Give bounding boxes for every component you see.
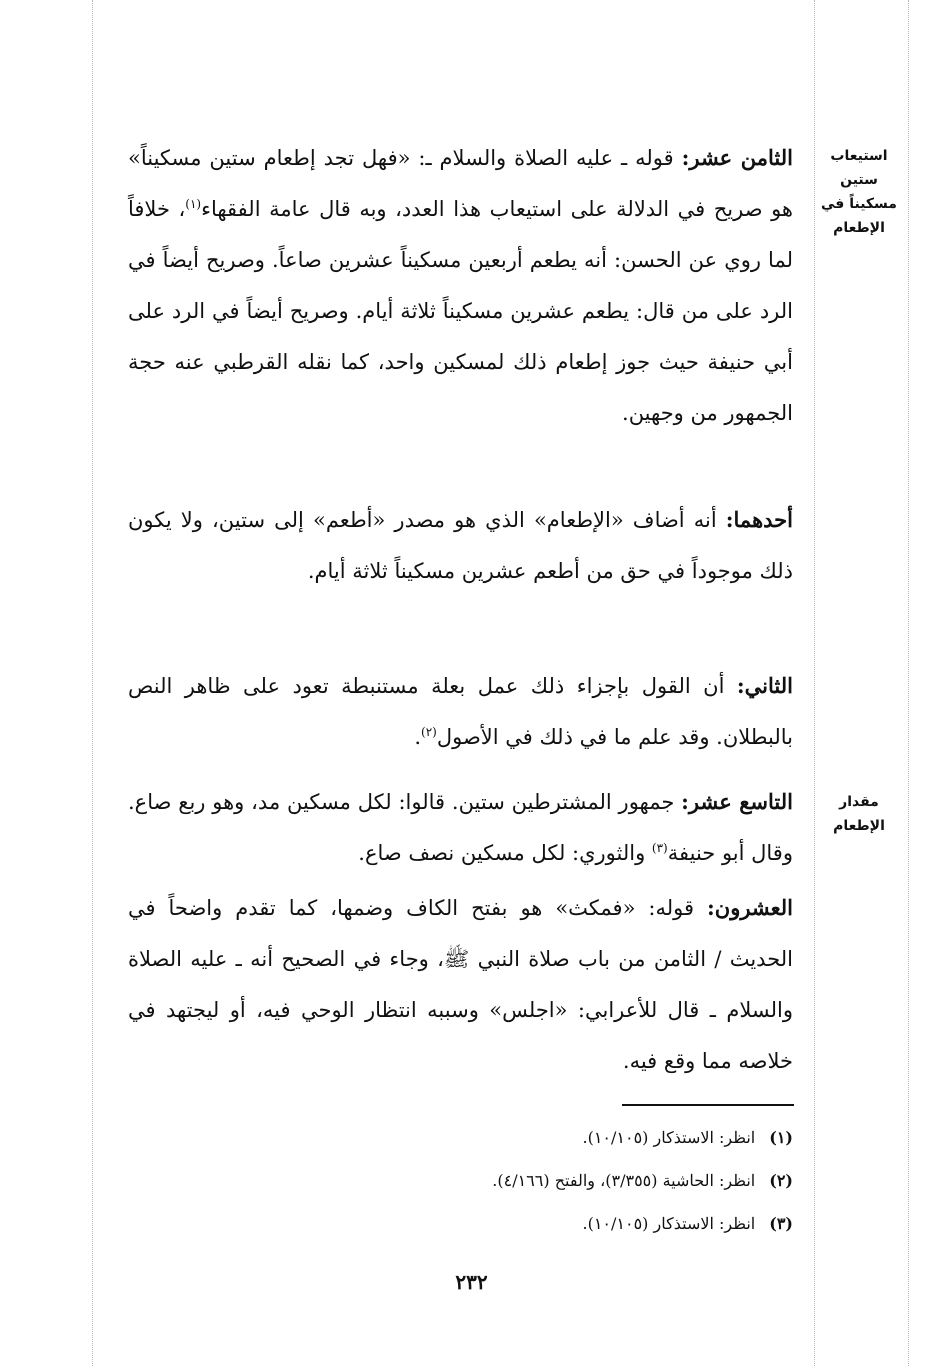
paragraph-lead: التاسع عشر: — [681, 789, 793, 814]
paragraph-text: أن القول بإجزاء ذلك عمل بعلة مستنبطة تعود على ظاهر النص بالبطلان. وقد علم ما في ذلك في الأصول — [128, 674, 793, 749]
paragraph-first-reason — [128, 494, 793, 597]
paragraph-text: . — [414, 725, 422, 749]
paragraph-text: قوله: «فمكث» هو بفتح الكاف وضمها، كما تقدم واضحاً في الحديث / الثامن من باب صلاة النبي ﷺ، وجاء في الصحيح أنه ـ عليه الصلاة والسلام ـ قال للأعرابي: «اجلس» وسببه انتظار الوحي فيه، أو ليجتهد في خلاصه مما وقع فيه. — [128, 896, 793, 1073]
footnote-ref: (٣) — [651, 841, 668, 855]
footnote-item — [193, 1202, 793, 1245]
paragraph-lead: العشرون: — [707, 895, 794, 920]
footnote-item — [193, 1116, 793, 1159]
footnote-ref: (١) — [185, 197, 202, 211]
footnote-item — [193, 1159, 793, 1202]
footnote-ref: (٢) — [421, 725, 437, 739]
page-number: ٢٣٢ — [455, 1270, 488, 1294]
paragraph-text: قوله ـ عليه الصلاة والسلام ـ: «فهل تجد إطعام ستين مسكيناً» هو صريح في الدلالة على استيعاب هذا العدد، وبه قال عامة الفقهاء — [128, 146, 793, 221]
footnote-number: (٣) — [769, 1214, 793, 1233]
footnote-text: انظر: الحاشية (٣/٣٥٥)، والفتح (٤/١٦٦). — [492, 1171, 756, 1190]
paragraph-lead: الثاني: — [736, 673, 793, 698]
margin-note-feeding-sixty: استيعاب ستين مسكيناً في الإطعام — [821, 148, 897, 236]
paragraph-19 — [128, 776, 793, 879]
footnote-divider — [622, 1104, 794, 1106]
scan-line — [92, 0, 93, 1366]
paragraph-lead: الثامن عشر: — [681, 145, 793, 170]
paragraph-text: ، خلافاً لما روي عن الحسن: أنه يطعم أربعين مسكيناً عشرين صاعاً. وصريح أيضاً في الرد على من قال: يطعم عشرين مسكيناً ثلاثة أيام. وصريح أيضاً في الرد على أبي حنيفة حيث جوز إطعام ذلك لمسكين واحد، كما نقله القرطبي عنه حجة الجمهور من وجهين. — [128, 197, 793, 425]
paragraph-lead: أحدهما: — [725, 507, 793, 532]
paragraph-text: والثوري: لكل مسكين نصف صاع. — [358, 841, 652, 865]
margin-note-feeding-amount: مقدار الإطعام — [833, 794, 885, 834]
footnote-number: (٢) — [769, 1171, 793, 1190]
paragraph-20 — [128, 882, 793, 1087]
footnote-number: (١) — [769, 1128, 793, 1147]
paragraph-second-reason — [128, 660, 793, 763]
footnote-text: انظر: الاستذكار (١٠/١٠٥). — [582, 1128, 756, 1147]
paragraph-text: جمهور المشترطين ستين. قالوا: لكل مسكين مد، وهو ربع صاع. وقال أبو حنيفة — [128, 790, 793, 865]
paragraph-text: أنه أضاف «الإطعام» الذي هو مصدر «أطعم» إلى ستين، ولا يكون ذلك موجوداً في حق من أطعم عشرين مسكيناً ثلاثة أيام. — [128, 508, 793, 583]
footnote-text: انظر: الاستذكار (١٠/١٠٥). — [582, 1214, 756, 1233]
footnotes — [193, 1116, 793, 1245]
paragraph-18 — [128, 132, 793, 439]
scan-line — [908, 0, 909, 1366]
